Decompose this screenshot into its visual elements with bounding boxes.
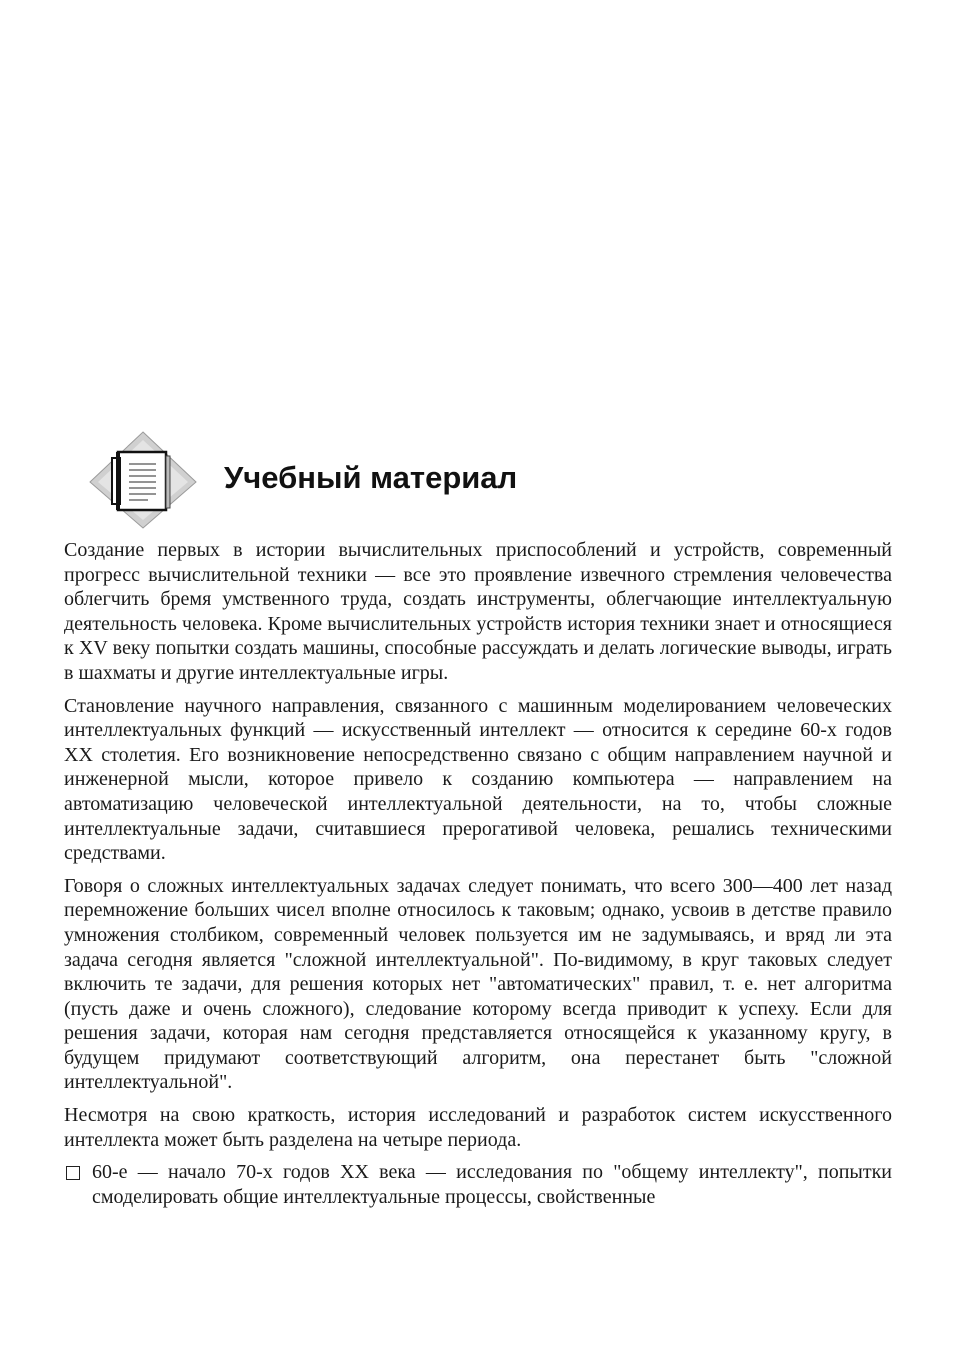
paragraph: Становление научного направления, связанного с машинным моделированием человеческих интеллектуальных функций — искусственный интеллект — относится к середине 60-х годов XX столетия. Его возникновение непосредственно связано с общим направлением научной и инженерной мысли, которое привело к созданию компьютера — направлением на автоматизацию человеческой интеллектуальной деятельности, на то, чтобы сложные интеллектуальные задачи, считавшиеся прерогативой человека, решались техническими средствами. bbox=[64, 694, 892, 865]
body-text bbox=[64, 538, 892, 1209]
paragraph: Несмотря на свою краткость, история исследований и разработок систем искусственного интеллекта может быть разделена на четыре периода. bbox=[64, 1104, 892, 1151]
book-icon bbox=[88, 430, 198, 530]
checkbox-bullet-icon bbox=[66, 1166, 80, 1180]
paragraph: Создание первых в истории вычислительных приспособлений и устройств, современный прогресс вычислительной техники — все это проявление извечного стремления человечества облегчить бремя умственного труда, создать инструменты, облегчающие интеллектуальную деятельность человека. Кроме вычислительных устройств история техники знает и относящиеся к XV веку попытки создать машины, способные рассуждать и делать логические выводы, играть в шахматы и другие интеллектуальные игры. bbox=[64, 539, 892, 684]
list-item-text: 60-е — начало 70-х годов XX века — исследования по "общему интеллекту", попытки смоделировать общие интеллектуальные процессы, свойственные bbox=[92, 1161, 892, 1208]
section-title: Учебный материал bbox=[224, 460, 518, 495]
paragraph: Говоря о сложных интеллектуальных задачах следует понимать, что всего 300—400 лет назад перемножение больших чисел вполне относилось к таковым; однако, усвоив в детстве правило умножения столбиком, современный человек пользуется им не задумываясь, и вряд ли эта задача сегодня является "сложной интеллектуальной". По-видимому, в круг таковых следует включить те задачи, для решения которых нет "автоматических" правил, т. е. нет алгоритма (пусть даже и очень сложного), следование которому всегда приводит к успеху. Если для решения задачи, которая нам сегодня представляется относящейся к указанному кругу, в будущем придумают соответствующий алгоритм, она перестанет быть "сложной интеллектуальной". bbox=[64, 874, 892, 1094]
section-header bbox=[88, 430, 848, 530]
list-item bbox=[64, 1160, 892, 1209]
